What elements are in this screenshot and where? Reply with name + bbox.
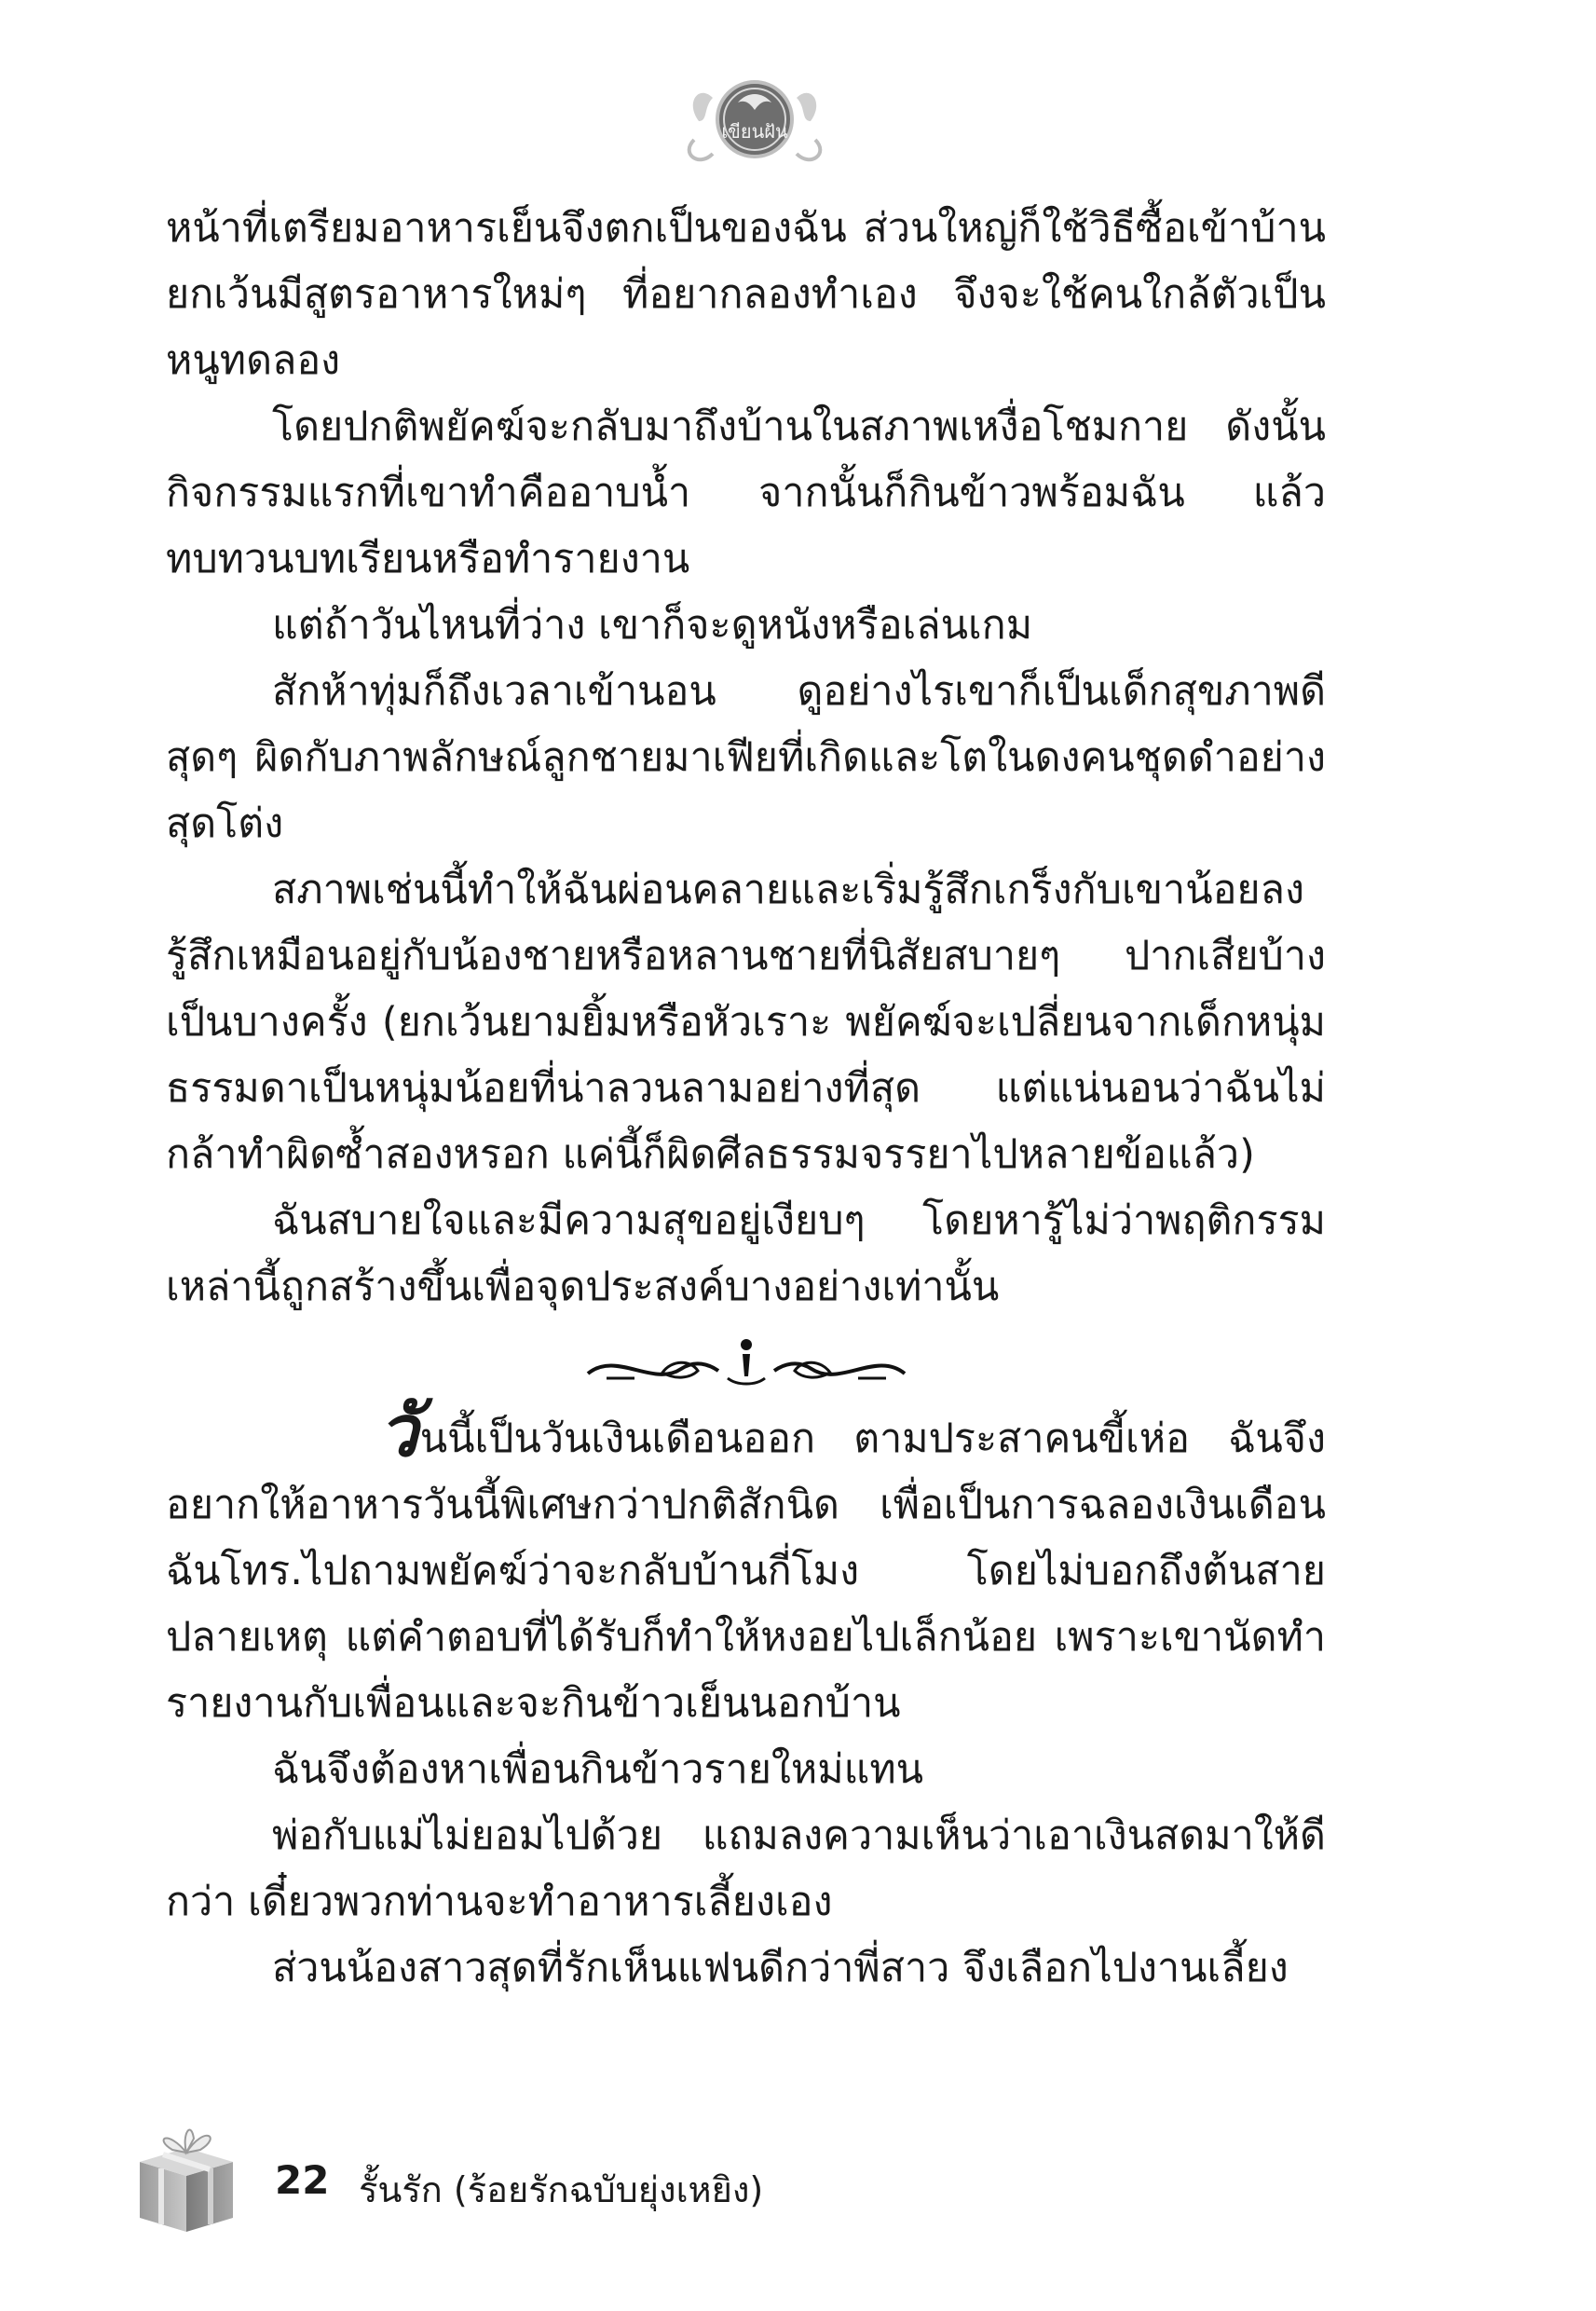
paragraph: แต่ถ้าวันไหนที่ว่าง เขาก็จะดูหนังหรือเล่นเกม — [272, 602, 1033, 649]
paragraph: หน้าที่เตรียมอาหารเย็นจึงตกเป็นของฉัน ส่วนใหญ่ก็ใช้วิธีซื้อเข้าบ้าน ยกเว้นมีสูตรอาหารใหม่ๆ ที่อยากลองทำเอง จึงจะใช้คนใกล้ตัวเป็นหนูทดลอง — [166, 205, 1326, 384]
paragraph: สักห้าทุ่มก็ถึงเวลาเข้านอน ดูอย่างไรเขาก็เป็นเด็กสุขภาพดีสุดๆ ผิดกับภาพลักษณ์ลูกชายมาเฟียที่เกิดและโตในดงคนชุดดำอย่างสุดโต่ง — [166, 668, 1326, 847]
paragraph: ฉันสบายใจและมีความสุขอยู่เงียบๆ โดยหารู้ไม่ว่าพฤติกรรมเหล่านี้ถูกสร้างขึ้นเพื่อจุดประสงค์บางอย่างเท่านั้น — [166, 1197, 1326, 1310]
page-number: 22 — [275, 2157, 330, 2203]
ornament-divider-icon — [579, 1332, 914, 1397]
paragraph-rest: นนี้เป็นวันเงินเดือนออก ตามประสาคนขี้เห่อ ฉันจึงอยากให้อาหารวันนี้พิเศษกว่าปกติสักนิด เพื่อเป็นการฉลองเงินเดือน ฉันโทร.ไปถามพยัคฆ์ว่าจะกลับบ้านกี่โมง โดยไม่บอกถึงต้นสายปลายเหตุ แต่คำตอบที่ได้รับก็ทำให้หงอยไปเล็กน้อย เพราะเขานัดทำรายงานกับเพื่อนและจะกินข้าวเย็นนอกบ้าน — [166, 1415, 1326, 1727]
body-text — [166, 196, 1326, 2002]
paragraph: โดยปกติพยัคฆ์จะกลับมาถึงบ้านในสภาพเหงื่อโชมกาย ดังนั้น กิจกรรมแรกที่เขาทำคืออาบน้ำ จากนั้นก็กินข้าวพร้อมฉัน แล้วทบทวนบทเรียนหรือทำรายงาน — [166, 403, 1326, 582]
section-divider — [166, 1322, 1326, 1406]
gift-box-icon — [130, 2111, 242, 2236]
paragraph: ฉันจึงต้องหาเพื่อนกินข้าวรายใหม่แทน — [272, 1746, 924, 1793]
dropcap: วั — [378, 1389, 418, 1472]
paragraph: ส่วนน้องสาวสุดที่รักเห็นแฟนดีกว่าพี่สาว จึงเลือกไปงานเลี้ยง — [272, 1945, 1289, 1991]
paragraph-with-dropcap — [166, 1389, 1326, 1737]
page-footer — [130, 2111, 969, 2241]
logo-text: เขียนฝัน — [721, 120, 788, 143]
emblem-icon — [680, 65, 829, 177]
book-title: รั้นรัก (ร้อยรักฉบับยุ่งเหยิง) — [359, 2169, 764, 2210]
paragraph: สภาพเช่นนี้ทำให้ฉันผ่อนคลายและเริ่มรู้สึกเกร็งกับเขาน้อยลง รู้สึกเหมือนอยู่กับน้องชายหรือหลานชายที่นิสัยสบายๆ ปากเสียบ้างเป็นบางครั้ง (ยกเว้นยามยิ้มหรือหัวเราะ พยัคฆ์จะเปลี่ยนจากเด็กหนุ่มธรรมดาเป็นหนุ่มน้อยที่น่าลวนลามอย่างที่สุด แต่แน่นอนว่าฉันไม่กล้าทำผิดซ้ำสองหรอก แค่นี้ก็ผิดศีลธรรมจรรยาไปหลายข้อแล้ว) — [166, 867, 1326, 1178]
paragraph: พ่อกับแม่ไม่ยอมไปด้วย แถมลงความเห็นว่าเอาเงินสดมาให้ดีกว่า เดี๋ยวพวกท่านจะทำอาหารเลี้ยงเอง — [166, 1812, 1326, 1925]
